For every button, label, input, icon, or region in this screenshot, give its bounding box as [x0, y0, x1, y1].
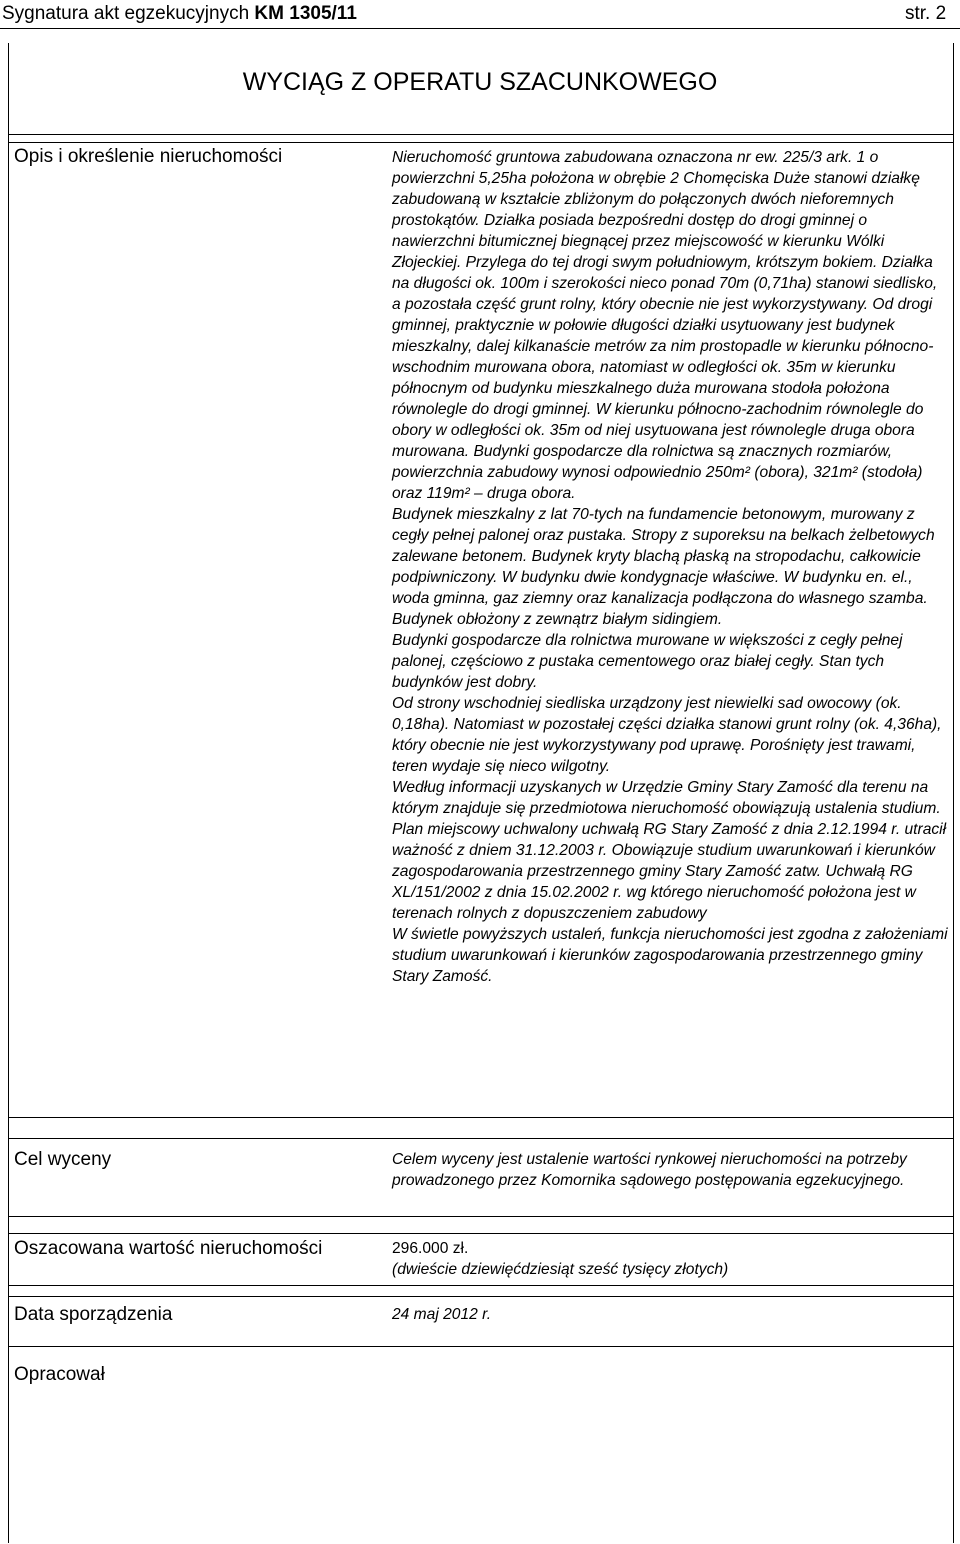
date-value: 24 maj 2012 r. — [392, 1306, 492, 1323]
divider — [8, 1216, 954, 1217]
description-paragraph: Budynki gospodarcze dla rolnictwa murowane w większości z cegły pełnej palonej, częściowo z pustaka cementowego oraz białej cegły. Stan tych budynków jest dobry. — [392, 632, 903, 691]
description-paragraph: Nieruchomość gruntowa zabudowana oznaczona nr ew. 225/3 ark. 1 o powierzchni 5,25ha położona w obrębie 2 Chomęciska Duże stanowi działkę zabudowaną w kształcie zbliżonym do połączonych dwóch nieforemnych prostokątów. Działka posiada bezpośredni dostęp do drogi gminnej o nawierzchni bitumicznej biegnącej przez miejscowość w kierunku Wólki Złojeckiej. Przylega do tej drogi swym południowym, krótszym bokiem. Działka na długości ok. 100m i szerokości nieco ponad 70m (0,71ha) stanowi siedlisko, a pozostała część grunt rolny, który obecnie nie jest wykorzystywany. Od drogi gminnej, praktycznie w połowie długości działki usytuowany jest budynek mieszkalny, dalej kilkanaście metrów za nim prostopadle w kierunku północno-wschodnim murowana obora, natomiast w odległości ok. 35m w kierunku północnym od budynku mieszkalnego duża murowana stodoła położona równolegle do drogi gminnej. W kierunku północno-zachodnim równolegle do obory w odległości ok. 35m od niej usytuowana jest równolegle druga obora murowana. Budynki gospodarcze dla rolnictwa są znacznych rozmiarów, powierzchnia zabudowy wynosi odpowiednio 250m² (obora), 321m² (stodoła) oraz 119m² – druga obora. — [392, 149, 938, 502]
divider — [8, 1346, 954, 1347]
divider — [8, 1117, 954, 1118]
page-header — [0, 0, 960, 29]
author-label: Opracował — [14, 1364, 105, 1385]
description-paragraph: Od strony wschodniej siedliska urządzony jest niewielki sad owocowy (ok. 0,18ha). Natomiast w pozostałej części działka stanowi grunt rolny (ok. 4,36ha), który obecnie nie jest wykorzystywany pod uprawę. Porośnięty jest trawami, teren wydaje się nieco wilgotny. — [392, 695, 942, 775]
purpose-label: Cel wyceny — [14, 1149, 112, 1170]
divider — [8, 134, 954, 135]
value-label: Oszacowana wartość nieruchomości — [14, 1238, 323, 1259]
divider — [8, 1285, 954, 1286]
description-label: Opis i określenie nieruchomości — [14, 146, 283, 167]
signature-prefix: Sygnatura akt egzekucyjnych — [2, 3, 255, 24]
case-signature — [2, 3, 357, 25]
description-paragraph: W świetle powyższych ustaleń, funkcja nieruchomości jest zgodna z założeniami studium uwarunkowań i kierunków zagospodarowania przestrzennego gminy Stary Zamość. — [392, 926, 948, 985]
description-paragraph: Według informacji uzyskanych w Urzędzie Gminy Stary Zamość dla terenu na którym znajduje się przedmiotowa nieruchomość obowiązują ustalenia studium. Plan miejscowy uchwalony uchwałą RG Stary Zamość z dnia 2.12.1994 r. utracił ważność z dniem 31.12.2003 r. Obowiązuje studium uwarunkowań i kierunków zagospodarowania przestrzennego gminy Stary Zamość zatw. Uchwałą RG XL/151/2002 z dnia 15.02.2002 r. wg którego nieruchomość położona jest w terenach rolnych z dopuszczeniem zabudowy — [392, 779, 947, 922]
divider — [8, 1233, 954, 1234]
case-number: KM 1305/11 — [254, 3, 357, 24]
value-amount: 296.000 zł. — [392, 1240, 469, 1257]
divider — [8, 1138, 954, 1139]
purpose-text: Celem wyceny jest ustalenie wartości rynkowej nieruchomości na potrzeby prowadzonego przez Komornika sądowego postępowania egzekucyjnego. — [392, 1151, 907, 1189]
description-paragraph: Budynek mieszkalny z lat 70-tych na fundamencie betonowym, murowany z cegły pełnej palonej oraz pustaka. Stropy z suporeksu na belkach żelbetowych zalewane betonem. Budynek kryty blachą płaską na stropodachu, całkowicie podpiwniczony. W budynku dwie kondygnacje właściwe. W budynku en. el., woda gminna, gaz ziemny oraz kanalizacja podłączona do własnego szamba. — [392, 506, 935, 607]
document-title: WYCIĄG Z OPERATU SZACUNKOWEGO — [242, 68, 718, 96]
description-content — [392, 147, 948, 987]
description-paragraph: Budynek obłożony z zewnątrz białym sidingiem. — [392, 611, 723, 628]
divider — [8, 1296, 954, 1297]
date-label: Data sporządzenia — [14, 1304, 173, 1325]
value-in-words: (dwieście dziewięćdziesiąt sześć tysięcy złotych) — [392, 1261, 729, 1278]
page-number: str. 2 — [905, 3, 947, 24]
divider — [8, 142, 954, 143]
